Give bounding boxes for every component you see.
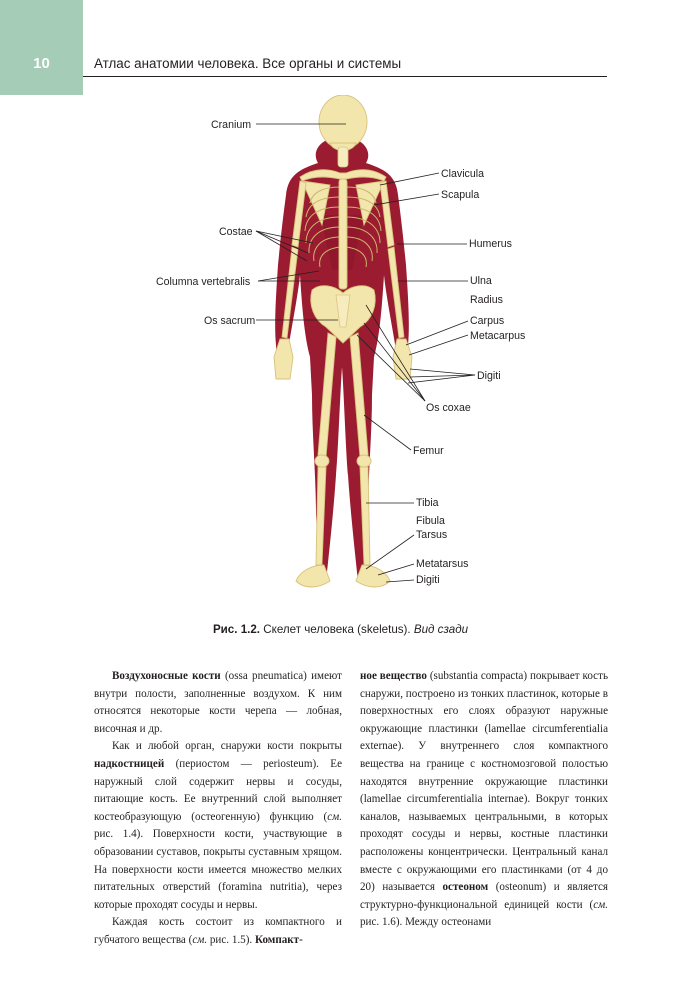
label-tibia: Tibia: [416, 497, 439, 509]
knee-left: [315, 455, 329, 467]
label-tarsus: Tarsus: [416, 529, 448, 541]
paragraph-periosteum: [94, 738, 342, 914]
label-scapula: Scapula: [441, 189, 480, 201]
page-number: 10: [33, 55, 50, 72]
label-digiti-foot: Digiti: [416, 574, 440, 586]
term-osteon: остеоном: [442, 881, 489, 894]
label-femur: Femur: [413, 445, 444, 457]
cervical-spine: [338, 147, 348, 167]
label-ulna: Ulna: [470, 275, 492, 287]
text: Как и любой орган, снаружи кости покрыты: [112, 740, 342, 753]
body-column-right: [360, 668, 608, 932]
see-reference: см.: [327, 810, 342, 823]
skull: [319, 95, 367, 149]
label-os-sacrum: Os sacrum: [204, 315, 256, 327]
label-digiti-hand: Digiti: [477, 370, 501, 382]
text: Каждая кость состоит из компактного и губчатого вещества (: [94, 916, 342, 946]
label-costae: Costae: [219, 226, 253, 238]
text: (ossa pneumatica) имеют внутри полости, заполненные воздухом. К ним относятся некоторые кости черепа — лобная, височная и др.: [94, 670, 342, 735]
vertebral-column: [339, 179, 347, 289]
text: (osteonum) и является структурно-функциональной единицей кости (: [360, 881, 609, 911]
figure-caption: [0, 623, 681, 636]
label-metacarpus: Metacarpus: [470, 330, 526, 342]
caption-view: Вид сзади: [413, 623, 469, 636]
label-fibula: Fibula: [416, 515, 445, 527]
text: рис. 1.4). Поверхности кости, участвующие в образовании суставов, покрыты суставным хрящом. На поверхности кости имеется множество мелких питательных отверстий (foramina nutritia), через которые проходят сосуды и нервы.: [94, 828, 342, 911]
text: (substantia compacta) покрывает кость снаружи, построено из тонких пластинок, которые в поверхностных его слоях образуют наружные окружающие пластинки (lamellae circumferentialia externae). У внутреннего слоя компактного вещества на границе с костномозговой полостью находятся внутренние окружающие пластинки (lamellae circumferentialia internae). Вокруг тонких каналов, называемых центральными, в которых проходят сосуды и нервы, костные пластинки расположены концентрически. Центральный канал вместе с окружающими его пластинками (от 4 до 20) называется: [360, 670, 608, 894]
label-cranium: Cranium: [211, 119, 252, 131]
header-rule: [83, 76, 607, 77]
paragraph-bone-substance: [94, 914, 342, 949]
foot-right: [356, 565, 390, 587]
label-metatarsus: Metatarsus: [416, 558, 469, 570]
label-clavicula: Clavicula: [441, 168, 484, 180]
page-number-tab: [0, 0, 83, 95]
body-column-left: [94, 668, 342, 950]
label-columna-vertebralis: Columna vertebralis: [156, 276, 251, 288]
caption-label: Рис. 1.2.: [212, 623, 261, 636]
running-title: Атлас анатомии человека. Все органы и системы: [94, 56, 402, 71]
term-pneumatic-bones: Воздухоносные кости: [112, 670, 221, 682]
term-compact-substance: ное вещество: [360, 670, 427, 682]
skeleton-figure: [0, 95, 681, 615]
knee-right: [357, 455, 371, 467]
text: (периостом — periosteum). Ее наружный слой содержит нервы и сосуды, питающие кость. Ее внутренний слой выполняет костеобразующую (остеогенную) функцию (: [94, 757, 342, 823]
label-radius: Radius: [470, 294, 503, 306]
text: рис. 1.6). Между остеонами: [360, 916, 492, 929]
see-reference: см.: [192, 933, 208, 946]
label-humerus: Humerus: [469, 238, 512, 250]
text: рис. 1.5).: [207, 933, 255, 946]
foot-left: [296, 565, 330, 587]
label-os-coxae: Os coxae: [426, 402, 471, 414]
caption-text: Скелет человека (skeletus).: [260, 623, 414, 636]
paragraph-compact-substance: [360, 668, 608, 932]
label-carpus: Carpus: [470, 315, 505, 327]
term-periosteum: надкостницей: [94, 757, 165, 770]
term-compact: Компакт-: [254, 933, 303, 946]
paragraph-pneumatic-bones: [94, 668, 342, 738]
see-reference: см.: [593, 898, 608, 911]
